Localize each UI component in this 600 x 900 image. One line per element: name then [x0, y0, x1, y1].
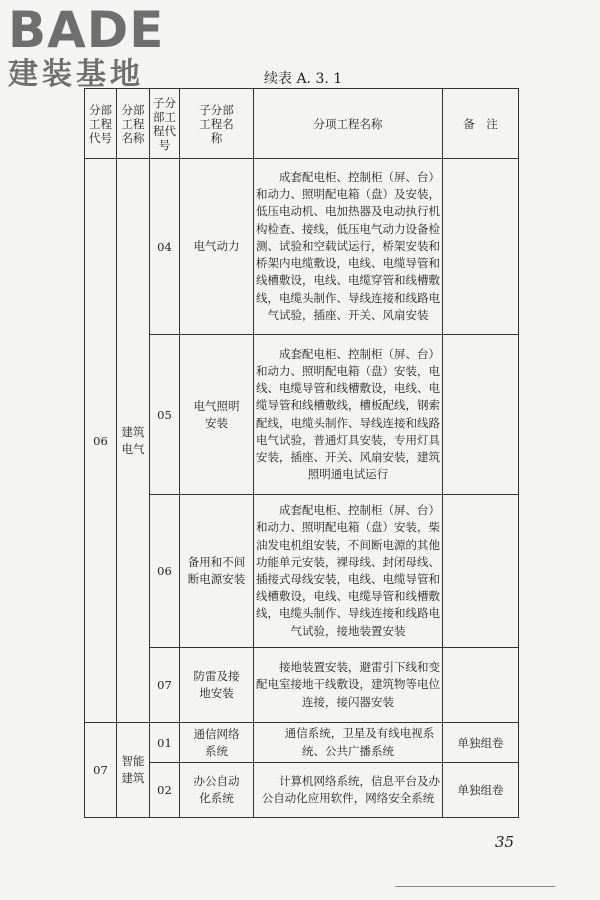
table-row [85, 335, 519, 495]
item-names-cell [254, 648, 443, 723]
logo-subtitle: 建装基地 [8, 57, 144, 92]
table-row [85, 159, 519, 335]
item-names-cell [254, 763, 443, 818]
header-remark: 备 注 [443, 89, 519, 159]
subdivision-name-cell: 办公自动化系统 [180, 763, 254, 818]
header-division-code: 分部工程代号 [85, 89, 117, 159]
remark-cell: 单独组卷 [443, 763, 519, 818]
remark-cell [443, 159, 519, 335]
page-number: 35 [495, 833, 515, 851]
item-names-text: 接地装置安装，避雷引下线和变配电室接地干线敷设，建筑物等电位连接，接闪器安装 [256, 660, 440, 709]
project-division-table [84, 88, 519, 818]
division-code-cell: 06 [85, 159, 117, 723]
subdivision-name-cell: 电气照明安装 [180, 335, 254, 495]
division-name-cell: 建筑电气 [117, 159, 150, 723]
header-division-name: 分部工程名称 [117, 89, 150, 159]
item-names-text: 成套配电柜、控制柜（屏、台）和动力、照明配电箱（盘）及安装，低压电动机、电加热器及电动执行机构检查、接线，低压电气动力设备检测、试验和空载试运行，桥架安装和桥架内电缆敷设，电线、电缆导管和线槽敷设，电线、电缆穿管和线槽敷线，电缆头制作、导线连接和线路电气试验，插座、开关、风扇安装 [256, 170, 440, 322]
remark-cell [443, 335, 519, 495]
remark-cell [443, 648, 519, 723]
subdivision-code-cell: 06 [150, 495, 180, 648]
header-row [85, 89, 519, 159]
subdivision-code-cell: 02 [150, 763, 180, 818]
header-item-name: 分项工程名称 [254, 89, 443, 159]
subdivision-code-cell: 05 [150, 335, 180, 495]
remark-cell [443, 495, 519, 648]
publisher-logo [8, 1, 183, 92]
item-names-cell [254, 335, 443, 495]
table-caption: 续表 A. 3. 1 [264, 71, 343, 87]
subdivision-name-cell: 电气动力 [180, 159, 254, 335]
subdivision-name-cell: 备用和不间断电源安装 [180, 495, 254, 648]
division-code-cell: 07 [85, 723, 117, 818]
table-row [85, 495, 519, 648]
logo-wordmark: BADE [8, 1, 165, 59]
item-names-text: 成套配电柜、控制柜（屏、台）和动力、照明配电箱（盘）安装，柴油发电机组安装，不间断电源的其他功能单元安装，裸母线、封闭母线、插接式母线安装，电线、电缆导管和线槽敷设，电线、电缆导管和线槽敷线，电缆头制作、导线连接和线路电气试验，接地装置安装 [256, 503, 440, 638]
division-name-cell: 智能建筑 [117, 723, 150, 818]
table-row [85, 648, 519, 723]
table-row [85, 723, 519, 763]
item-names-cell [254, 723, 443, 763]
item-names-text: 通信系统，卫星及有线电视系统、公共广播系统 [284, 726, 435, 758]
item-names-text: 成套配电柜、控制柜（屏、台）和动力、照明配电箱（盘）安装，电线、电缆导管和线槽敷设，电线、电缆导管和线槽敷线，槽板配线，钢索配线，电缆头制作、导线连接和线路电气试验，普通灯具安装，专用灯具安装，插座、开关、风扇安装，建筑照明通电试运行 [256, 346, 440, 482]
subdivision-code-cell: 04 [150, 159, 180, 335]
subdivision-name-cell: 防雷及接地安装 [180, 648, 254, 723]
remark-cell: 单独组卷 [443, 723, 519, 763]
subdivision-code-cell: 01 [150, 723, 180, 763]
item-names-text: 计算机网络系统，信息平台及办公自动化应用软件，网络安全系统 [261, 773, 440, 805]
header-subdivision-code: 子分部工程代号 [150, 89, 180, 159]
header-subdivision-name: 子分部工程名称 [180, 89, 254, 159]
item-names-cell [254, 495, 443, 648]
table-row [85, 763, 519, 818]
subdivision-name-cell: 通信网络系统 [180, 723, 254, 763]
footer-divider [395, 886, 555, 887]
item-names-cell [254, 159, 443, 335]
subdivision-code-cell: 07 [150, 648, 180, 723]
